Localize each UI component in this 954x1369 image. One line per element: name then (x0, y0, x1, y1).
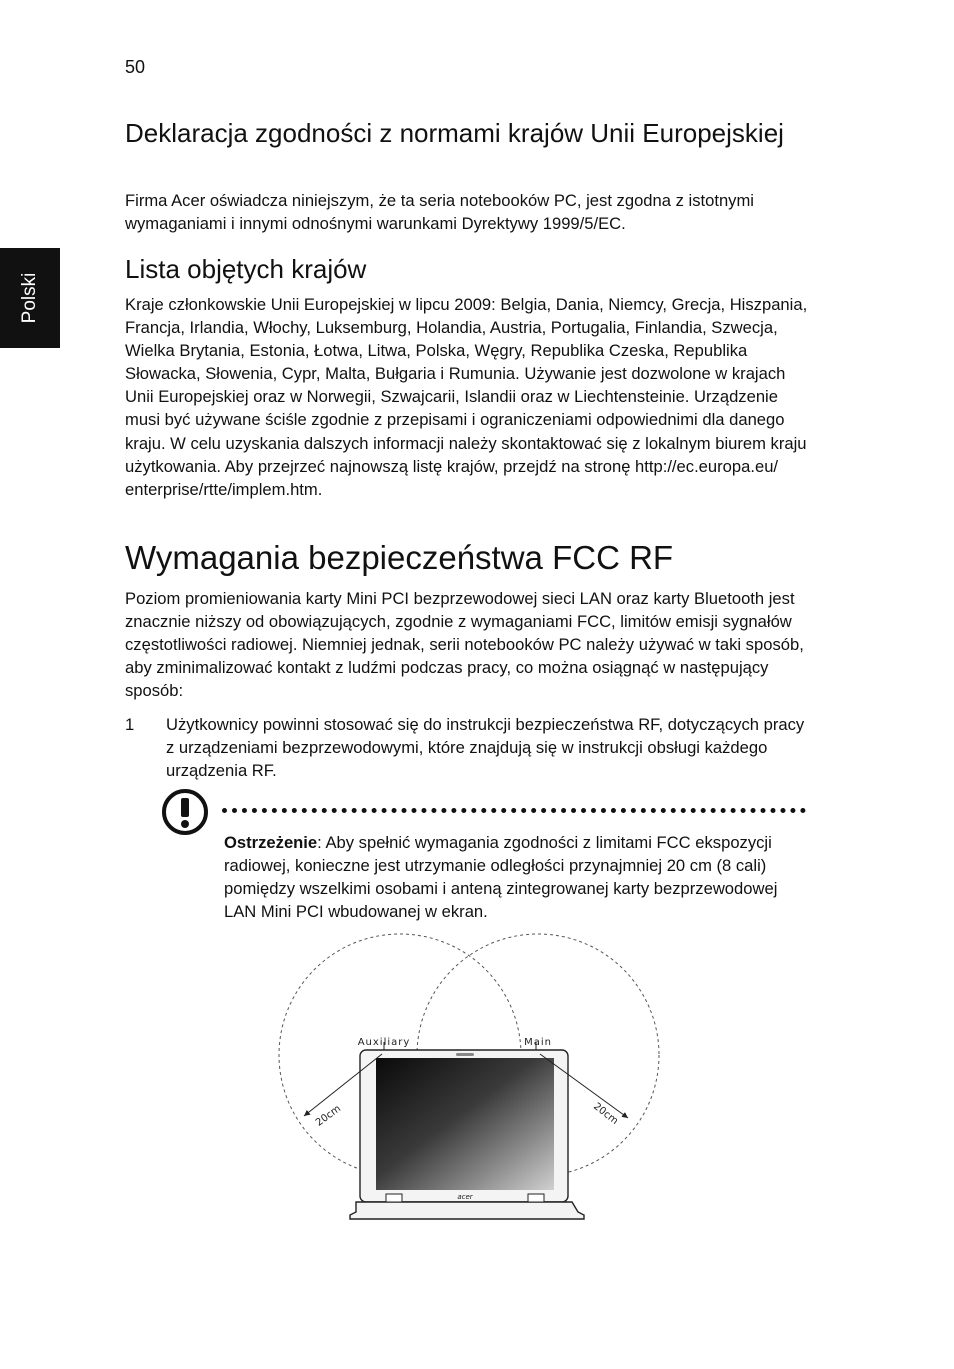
warning-text: : Aby spełnić wymagania zgodności z limitami FCC ekspozycji radiowej, konieczne jest utrzymanie odległości przynajmniej 20 cm (8 cali) pomiędzy wszelkimi osobami i anteną zintegrowanej karty bezprzewodowej LAN Mini PCI wbudowanej w ekran. (224, 833, 778, 922)
warning-icon (160, 787, 210, 837)
main-antenna-label: Main (524, 1037, 552, 1048)
right-distance-label: 20cm (591, 1101, 620, 1127)
antenna-range-diagram (260, 930, 680, 1230)
left-distance-label: 20cm (313, 1103, 344, 1129)
language-tab (0, 248, 60, 348)
page-number: 50 (125, 57, 146, 77)
warning-label: Ostrzeżenie (224, 833, 318, 852)
language-tab-label: Polski (19, 272, 40, 324)
section-fcc-title: Wymagania bezpieczeństwa FCC RF (125, 539, 674, 576)
left-hinge (386, 1194, 402, 1202)
laptop-base (350, 1202, 584, 1219)
section-eu-declaration-title: Deklaracja zgodności z normami krajów Unii Europejskiej (125, 118, 784, 148)
auxiliary-antenna-label: Auxiliary (357, 1037, 411, 1048)
section-countries-body: Kraje członkowskie Unii Europejskiej w lipcu 2009: Belgia, Dania, Niemcy, Grecja, Hiszpania, Francja, Irlandia, Włochy, Luksemburg, Holandia, Austria, Portugalia, Finlandia, Szwecja, Wielka Brytania, Estonia, Łotwa, Litwa, Polska, Węgry, Republika Czeska, Republika Słowacka, Słowenia, Cypr, Malta, Bułgaria i Rumunia. Używanie jest dozwolone w krajach Unii Europejskiej oraz w Norwegii, Szwajcarii, Islandii oraz w Liechtensteinie. Urządzenie musi być używane ściśle zgodnie z przepisami i ograniczeniami odpowiednimi dla danego kraju. W celu uzyskania dalszych informacji należy skontaktować się z lokalnym biurem kraju użytkowania. Aby przejrzeć najnowszą listę krajów, przejdź na stronę http://ec.europa.eu/ enterprise/rtte/implem.htm. (125, 295, 808, 499)
section-countries-title: Lista objętych krajów (125, 254, 367, 284)
section-eu-declaration-body: Firma Acer oświadcza niniejszym, że ta seria notebooków PC, jest zgodna z istotnymi wymaganiami i innymi odnośnymi warunkami Dyrektywy 1999/5/EC. (125, 191, 754, 234)
laptop-camera (456, 1053, 474, 1056)
right-hinge (528, 1194, 544, 1202)
warning-divider (222, 808, 806, 813)
brand-logo: acer (457, 1193, 473, 1201)
list-item-number: 1 (125, 715, 135, 734)
section-fcc-body: Poziom promieniowania karty Mini PCI bezprzewodowej sieci LAN oraz karty Bluetooth jest znacznie niższy od obowiązujących, zgodnie z wymaganiami FCC, limitów emisji sygnałów częstotliwości radiowej. Niemniej jednak, serii notebooków PC należy używać w taki sposób, aby zminimalizować kontakt z ludźmi podczas pracy, co można osiągnąć w następujący sposób: (125, 589, 804, 701)
warning-note (224, 831, 804, 923)
list-item-text: Użytkownicy powinni stosować się do instrukcji bezpieczeństwa RF, dotyczących pracy z urządzeniami bezprzewodowymi, które znajdują się w instrukcji obsługi każdego urządzenia RF. (166, 715, 805, 781)
laptop-screen (376, 1058, 554, 1190)
